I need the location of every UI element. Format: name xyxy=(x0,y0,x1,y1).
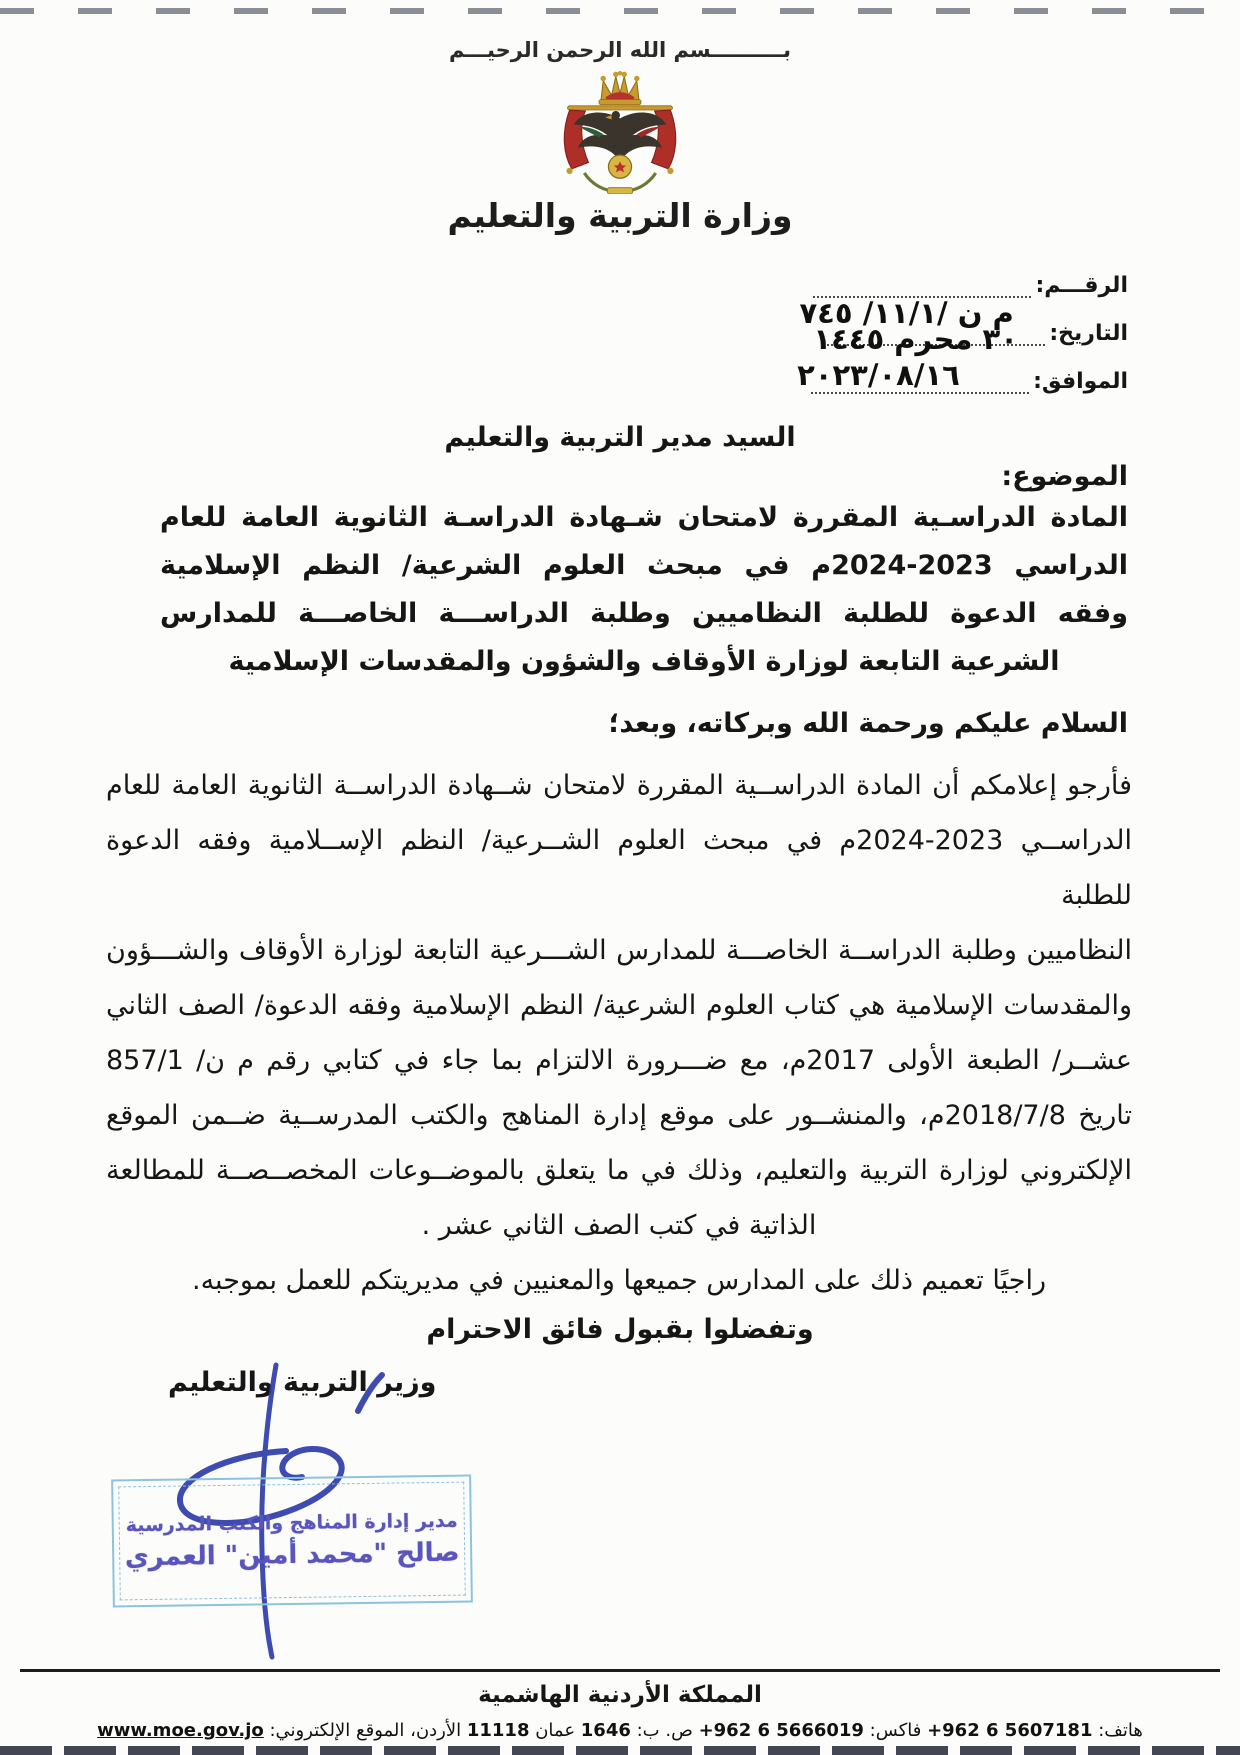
dotted-line xyxy=(799,272,1031,330)
phone-label: هاتف: xyxy=(1092,1720,1143,1741)
letterhead xyxy=(0,0,1240,235)
reference-number-handwritten: م ن /١١/١/ ٧٤٥ xyxy=(799,296,1014,330)
royal-crest-icon xyxy=(515,68,725,194)
website-url: www.moe.gov.jo xyxy=(97,1720,264,1741)
ribbon-icon xyxy=(607,188,632,194)
body-line: فأرجو إعلامكم أن المادة الدراســية المقررة لامتحان شــهادة الدراســة الثانوية العامة للعام xyxy=(106,770,1132,801)
closing-courtesy-line: وتفضلوا بقبول فائق الاحترام xyxy=(426,1314,814,1345)
body-line: الإلكتروني لوزارة التربية والتعليم، وذلك في ما يتعلق بالموضــوعات المخصــصــة للمطالعة xyxy=(106,1155,1132,1186)
stamp-title-line: مدير إدارة المناهج والكتب المدرسية xyxy=(125,1509,458,1537)
scan-artifact-top xyxy=(0,8,1240,14)
body-line: عشــر/ الطبعة الأولى 2017م، مع ضـــرورة الالتزام بما جاء في كتابي رقم م ن/ 857/1 xyxy=(106,1045,1132,1076)
signer-title: وزير التربية والتعليم xyxy=(168,1367,437,1398)
pobox-number: 1646 xyxy=(580,1720,631,1741)
subject-line: وفقه الدعوة للطلبة النظاميين وطلبة الدراســـة الخاصـــة للمدارس xyxy=(160,598,1128,629)
hijri-date-label: التاريخ: xyxy=(1049,321,1128,346)
addressee-line: السيد مدير التربية والتعليم xyxy=(444,422,796,453)
gregorian-date-handwritten: ٢٠٢٣/٠٨/١٦ xyxy=(797,358,960,392)
subject-line: الشرعية التابعة لوزارة الأوقاف والشؤون والمقدسات الإسلامية xyxy=(228,646,1060,677)
gregorian-date-label: الموافق: xyxy=(1033,369,1128,394)
globe-icon xyxy=(608,155,631,178)
signature-area xyxy=(0,1345,1240,1717)
pobox-label: ص. ب: xyxy=(630,1720,699,1741)
page-footer xyxy=(0,1669,1240,1741)
body-line: النظاميين وطلبة الدراســة الخاصـــة للمدارس الشـــرعية التابعة لوزارة الأوقاف والشـــؤون xyxy=(106,935,1132,966)
subject-line: المادة الدراسـية المقررة لامتحان شـهادة الدراسـة الثانوية العامة للعام xyxy=(160,502,1128,533)
contact-line xyxy=(0,1720,1240,1741)
website-label: الموقع الإلكتروني: xyxy=(263,1720,405,1741)
country-label: الأردن، xyxy=(404,1720,467,1741)
footer-divider xyxy=(20,1669,1220,1672)
subject-label: الموضوع: xyxy=(1001,461,1128,492)
crown-icon xyxy=(599,71,641,105)
eagle-icon xyxy=(574,111,666,160)
stamp-name-line: صالح "محمد أمين" العمري xyxy=(124,1537,460,1573)
dotted-line xyxy=(813,320,1045,356)
gregorian-date-row xyxy=(776,358,1128,394)
fax-number: +962 6 5666019 xyxy=(698,1720,864,1741)
ministry-name-calligraphy: وزارة التربية والتعليم xyxy=(447,196,793,235)
body-line: الذاتية في كتب الصف الثاني عشر . xyxy=(421,1210,817,1241)
subject-line: الدراسي 2023-2024م في مبحث العلوم الشرعية/ النظم الإسلامية xyxy=(160,550,1128,581)
official-stamp xyxy=(111,1474,473,1607)
reference-number-label: الرقـــم: xyxy=(1035,273,1128,298)
letter-body xyxy=(106,758,1132,1308)
body-line: والمقدسات الإسلامية هي كتاب العلوم الشرعية/ النظم الإسلامية وفقه الدعوة/ الصف الثاني xyxy=(106,990,1132,1021)
stamp-inner-border xyxy=(118,1482,466,1601)
postal-code: 11118 xyxy=(466,1720,530,1741)
dotted-line xyxy=(797,358,1029,394)
phone-number: +962 6 5607181 xyxy=(927,1720,1093,1741)
basmala-calligraphy: بــــــــــسم الله الرحمن الرحيـــم xyxy=(449,38,791,62)
body-line: الدراســي 2023-2024م في مبحث العلوم الشــرعية/ النظم الإســلامية وفقه الدعوة للطلبة xyxy=(106,825,1132,911)
reference-block xyxy=(776,265,1128,394)
kingdom-name: المملكة الأردنية الهاشمية xyxy=(478,1682,762,1708)
scan-artifact-bottom xyxy=(0,1746,1240,1755)
request-line: راجيًا تعميم ذلك على المدارس جميعها والمعنيين في مديريتكم للعمل بموجبه. xyxy=(191,1265,1047,1296)
reference-number-row xyxy=(776,265,1128,330)
body-line: تاريخ 2018/7/8م، والمنشــور على موقع إدارة المناهج والكتب المدرســية ضــمن الموقع xyxy=(106,1100,1132,1131)
hijri-date-handwritten: ٣٠ محرم ١٤٤٥ xyxy=(813,322,1018,356)
city-label: عمان xyxy=(529,1720,581,1741)
salutation-line: السلام عليكم ورحمة الله وبركاته، وبعد؛ xyxy=(608,708,1128,739)
subject-paragraph xyxy=(160,494,1128,686)
fax-label: فاكس: xyxy=(863,1720,928,1741)
